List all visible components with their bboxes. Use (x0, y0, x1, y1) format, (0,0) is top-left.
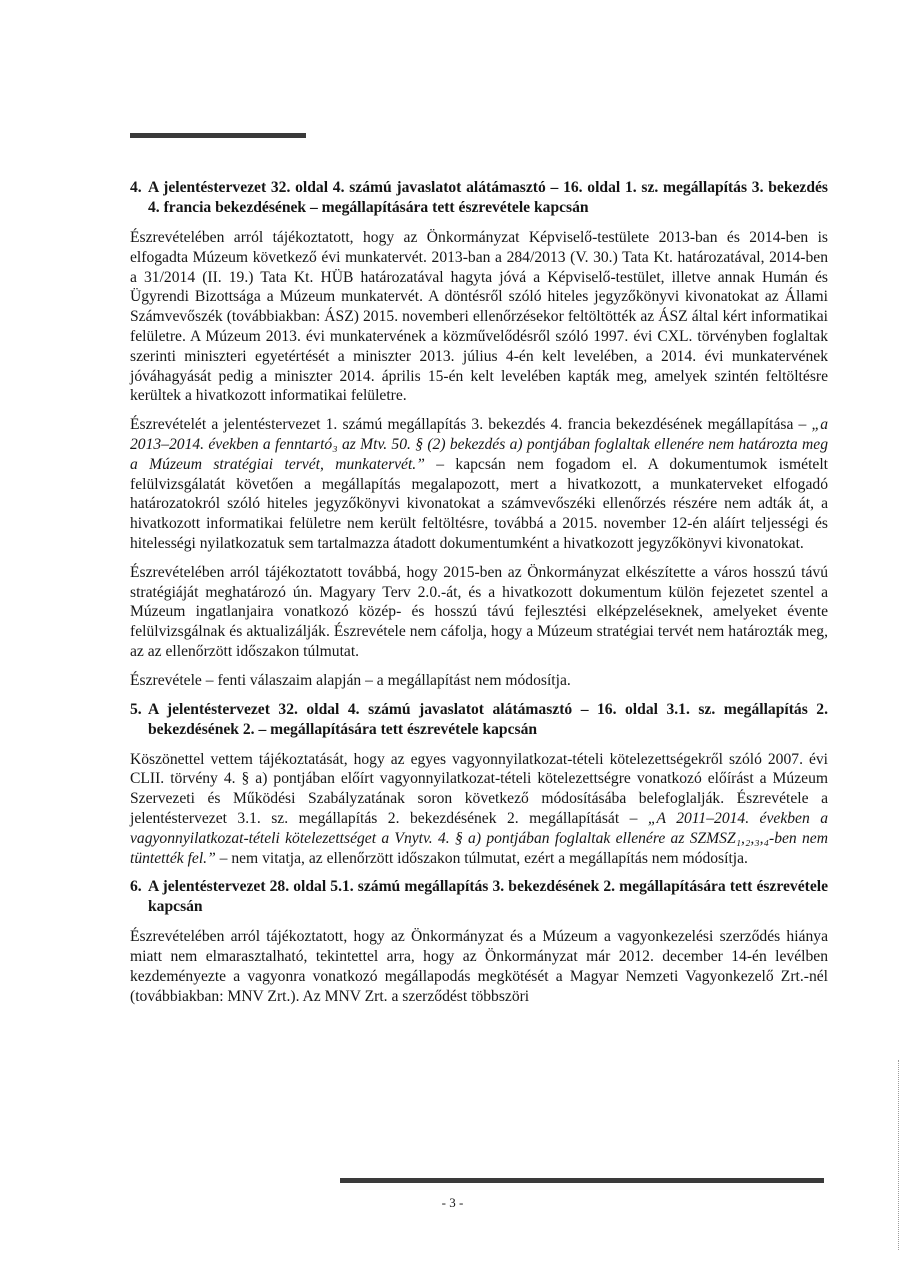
scan-edge-marks (898, 1060, 901, 1250)
top-separator-rule (130, 133, 306, 138)
quoted-finding: „a 2013–2014. években a fenntartó₃ az Mtv. 50. § (2) bekezdés a) pontjában foglaltak ellenére nem határozta meg a Múzeum stratégiai tervét, munkatervét.” (130, 416, 828, 473)
section-4-paragraph-2: Észrevételét a jelentéstervezet 1. számú megállapítás 3. bekezdés 4. francia bekezdésének megállapítása – „a 2013–2014. években a fenntartó₃ az Mtv. 50. § (2) bekezdés a) pontjában foglaltak ellenére nem határozta meg a Múzeum stratégiai tervét, munkatervét.” – kapcsán nem fogadom el. A dokumentumok ismételt felülvizsgálatát követően a megállapítás megalapozott, mert a hivatkozott, a munkaterveket elfogadó határozatokról szóló hiteles jegyzőkönyvi kivonatokat a számvevőszéki ellenőrzés részére nem adták át, a hivatkozott informatikai felületre nem került feltöltésre, továbbá a 2015. november 12-én aláírt teljességi és hitelességi nyilatkozatuk sem tartalmazza átadott dokumentumként a hivatkozott jegyzőkönyvi kivonatokat. (130, 416, 829, 552)
section-4-heading (130, 178, 828, 218)
section-5-paragraph-1: Köszönettel vettem tájékoztatását, hogy az egyes vagyonnyilatkozat-tételi kötelezettségekről szóló 2007. évi CLII. törvény 4. § a) pontjában előírt vagyonnyilatkozat-tételi kötelezettségre vonatkozó előírást a Múzeum Szervezeti és Működési Szabályzatának soron következő módosításába belefoglalják. Észrevétele a jelentéstervezet 3.1. sz. megállapítás 2. bekezdésének 2. megállapítását – „A 2011–2014. években a vagyonnyilatkozat-tételi kötelezettséget a Vnytv. 4. § a) pontjában foglaltak ellenére az SZMSZ₁,₂,₃,₄-ben nem tüntették fel.” – nem vitatja, az ellenőrzött időszakon túlmutat, ezért a megállapítás nem módosítja. (130, 750, 828, 867)
page-number: - 3 - (441, 1195, 464, 1210)
section-number: 6. (130, 878, 142, 896)
section-4-paragraph-3: Észrevételében arról tájékoztatott továbbá, hogy 2015-ben az Önkormányzat elkészítette a város hosszú távú stratégiáját meghatározó ún. Magyary Terv 2.0.-át, és a hivatkozott dokumentum külön fejezetet szentel a Múzeum ingatlanjaira vonatkozó közép- és hosszú távú fejlesztési elképzeléseknek, amelyeket évente felülvizsgálnak és aktualizálják. Észrevétele nem cáfolja, hogy a Múzeum stratégiai tervét nem határozták meg, az az ellenőrzött időszakon túlmutat. (130, 563, 828, 660)
section-6-paragraph-1: Észrevételében arról tájékoztatott, hogy az Önkormányzat és a Múzeum a vagyonkezelési szerződés hiánya miatt nem elmarasztalható, tekintettel arra, hogy az Önkormányzat már 2012. december 14-én levélben kezdeményezte a vagyonra vonatkozó megállapodás megkötését a Magyar Nemzeti Vagyonkezelő Zrt.-nél (továbbiakban: MNV Zrt.). Az MNV Zrt. a szerződést többszöri (130, 928, 828, 1005)
document-body (130, 178, 828, 1016)
section-4-paragraph-4: Észrevétele – fenti válaszaim alapján – a megállapítást nem módosítja. (130, 671, 571, 689)
section-5-heading (130, 700, 828, 740)
section-4-paragraph-1: Észrevételében arról tájékoztatott, hogy az Önkormányzat Képviselő-testülete 2013-ban és 2014-ben is elfogadta Múzeum következő évi munkatervét. 2013-ban a 284/2013 (V. 30.) Tata Kt. határozatával, 2014-ben a 31/2014 (II. 19.) Tata Kt. HÜB határozatával hagyta jóvá a Képviselő-testület, illetve annak Humán és Ügyrendi Bizottsága a Múzeum munkatervét. A döntésről szóló hiteles jegyzőkönyvi kivonatokat az Állami Számvevőszék (továbbiakban: ÁSZ) 2015. novemberi ellenőrzésekor feltöltötték az ÁSZ által kért informatikai felületre. A Múzeum 2013. évi munkatervének a közművelődésről szóló 1997. évi CXL. törvényben foglaltak szerinti miniszteri egyetértését a miniszter 2013. július 4-én kelt levelében, a 2014. évi munkatervének jóváhagyását pedig a miniszter 2014. április 15-én kelt levelében kapták meg, amelyek szintén feltöltésre kerültek a hivatkozott informatikai felületre. (130, 229, 828, 405)
quoted-finding: „A 2011–2014. években a vagyonnyilatkozat-tételi kötelezettséget a Vnytv. 4. § a) pontjában foglaltak ellenére az SZMSZ₁,₂,₃,₄-ben nem tüntették fel.” (130, 809, 828, 867)
section-title: A jelentéstervezet 32. oldal 4. számú javaslatot alátámasztó – 16. oldal 1. sz. megállapítás 3. bekezdés 4. francia bekezdésének – megállapítására tett észrevétele kapcsán (148, 179, 828, 216)
section-number: 4. (130, 179, 142, 196)
footer-separator-rule (340, 1178, 824, 1183)
section-6-heading (130, 877, 828, 917)
section-number: 5. (130, 700, 142, 718)
section-title: A jelentéstervezet 32. oldal 4. számú javaslatot alátámasztó – 16. oldal 3.1. sz. megállapítás 2. bekezdésének 2. – megállapítására tett észrevétele kapcsán (148, 700, 828, 738)
section-title: A jelentéstervezet 28. oldal 5.1. számú megállapítás 3. bekezdésének 2. megállapítására tett észrevétele kapcsán (148, 878, 828, 916)
